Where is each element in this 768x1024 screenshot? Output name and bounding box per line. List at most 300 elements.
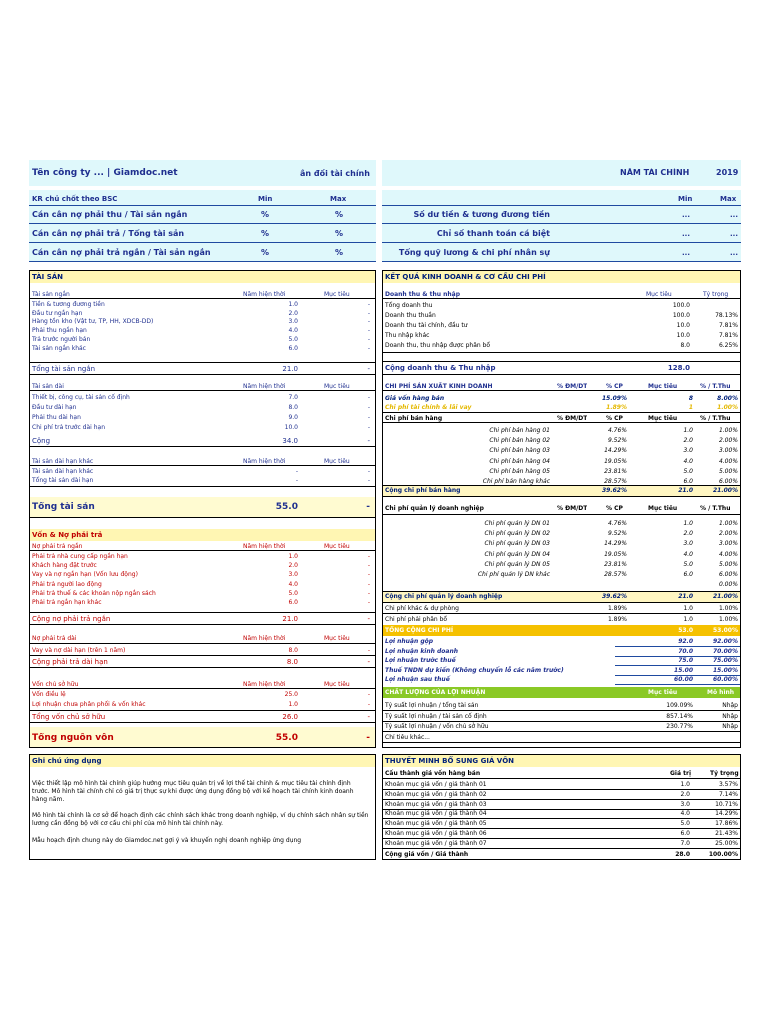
row-value[interactable]: - (295, 468, 298, 475)
asset-row: Tài sản dài hạn khác (32, 468, 94, 475)
admin-total-row: Cộng chi phí quản lý doanh nghiệp (385, 593, 503, 600)
section-header: Chi phí bán hàng (385, 415, 443, 422)
total-assets-value[interactable]: 55.0 (275, 502, 298, 512)
divider (30, 486, 375, 487)
divider (30, 517, 375, 518)
quality-title: CHẤT LƯỢNG CỦA LỢI NHUẬN (385, 689, 486, 696)
row-pct-rev[interactable]: 2.00% (718, 530, 738, 538)
row-pct-rev[interactable]: 1.00% (718, 605, 738, 612)
quality-row: Tỷ suất lợi nhuận / tổng tài sản (385, 702, 479, 709)
row-value[interactable]: 26.0 (282, 713, 298, 721)
asset-row: Hàng tồn kho (Vật tư, TP, HH, XDCB-DD) (32, 318, 154, 326)
row-pct-rev[interactable]: 3.00% (718, 447, 738, 455)
cogs-item-share[interactable]: 7.14% (718, 790, 738, 798)
row-value[interactable]: 25.0 (284, 691, 298, 698)
divider (383, 361, 740, 362)
row-value[interactable]: 5.0 (288, 589, 298, 597)
notes-paragraph-3: Mẫu hoạch định chung này do Giamdoc.net gợi ý và khuyến nghị doanh nghiệp ứng dụng (32, 837, 302, 844)
revenue-value[interactable]: 10.0 (676, 322, 690, 329)
row-target[interactable]: 21.0 (678, 593, 693, 600)
cogs-item-share[interactable]: 3.57% (718, 781, 738, 788)
profit-value[interactable]: 15.00 (674, 666, 693, 674)
asset-row: Tiền & tương đương tiền (32, 301, 105, 308)
col-header-current: Năm hiện thời (243, 543, 286, 550)
kpi-right-max[interactable]: ... (730, 249, 738, 257)
revenue-value[interactable]: 10.0 (676, 332, 690, 339)
row-target[interactable]: - (367, 437, 370, 445)
kpi-right-min[interactable]: ... (682, 211, 690, 219)
row-pct-rev[interactable]: 5.00% (718, 560, 738, 568)
equity-total: Tổng vốn chủ sở hữu (32, 713, 106, 721)
cogs-item: Khoản mục giá vốn / giá thành 04 (385, 810, 487, 818)
quality-model[interactable]: Nhập (722, 723, 738, 730)
row-target[interactable]: 2.0 (683, 530, 693, 538)
liab-title: Vốn & Nợ phải trả (32, 531, 103, 539)
row-value[interactable]: 7.0 (288, 394, 298, 401)
cogs-item-value[interactable]: 4.0 (680, 810, 690, 818)
col-header: Mục tiêu (648, 505, 678, 512)
admin-cost-row: Chi phí quản lý DN khác (477, 571, 550, 578)
section-header: Tài sản ngắn (32, 291, 70, 298)
cogs-item-value[interactable]: 6.0 (680, 830, 690, 837)
cogs-item-share[interactable]: 21.43% (715, 830, 738, 837)
quality-value[interactable]: 109.09% (666, 702, 693, 709)
row-pct[interactable]: 19.05% (604, 457, 627, 465)
divider (30, 362, 375, 363)
row-target[interactable]: - (367, 658, 370, 666)
section-header: Tài sản dài hạn khác (32, 458, 94, 465)
asset-row: Phải thu ngắn hạn (32, 327, 87, 335)
row-target[interactable]: - (367, 301, 370, 308)
quality-row: Tỷ suất lợi nhuận / tài sản cố định (385, 712, 487, 720)
divider (382, 261, 741, 262)
row-pct-rev[interactable]: 4.00% (718, 550, 738, 558)
row-value[interactable]: 10.0 (284, 424, 298, 431)
row-target[interactable]: - (367, 580, 370, 588)
notes-paragraph-2: Mô hình tài chính là cơ sở để hoạch định các chính sách khác trong doanh nghiệp, ví dụ chính sách nhân sự tiền lương cần đồng bộ với cơ cấu chi phí của mô hình tài chính này. (32, 812, 369, 827)
kpi-left-min[interactable]: % (261, 248, 270, 257)
col-header: % ĐM/DT (557, 505, 588, 512)
admin-cost-row: Chi phí quản lý DN 02 (484, 530, 550, 538)
cogs-item-value[interactable]: 3.0 (680, 800, 690, 808)
row-target[interactable]: 1.0 (683, 427, 693, 434)
row-pct[interactable]: 28.57% (604, 478, 627, 485)
revenue-share[interactable]: 78.13% (715, 312, 738, 319)
cogs-item-value[interactable]: 2.0 (680, 790, 690, 798)
row-pct[interactable]: 4.76% (607, 427, 627, 434)
divider (30, 298, 375, 299)
divider (382, 242, 741, 243)
row-value[interactable]: 34.0 (282, 437, 298, 445)
row-value[interactable]: 1.0 (288, 701, 298, 708)
total-cost-value[interactable]: 53.0 (678, 627, 693, 634)
col-header: Mục tiêu (648, 689, 678, 696)
row-target[interactable]: - (367, 394, 370, 401)
quality-value[interactable]: 857.14% (666, 712, 693, 720)
profit-row: Lợi nhuận sau thuế (385, 676, 450, 684)
profit-pct[interactable]: 92.00% (713, 638, 738, 645)
profit-value[interactable]: 75.0 (678, 657, 693, 665)
fiscal-year-label: NĂM TÀI CHÍNH (620, 168, 690, 177)
divider (29, 223, 376, 224)
section-header: Nợ phải trả ngắn (32, 543, 83, 550)
divider (383, 422, 740, 423)
kpi-right-max[interactable]: ... (730, 230, 738, 238)
kpi-right-label: Số dư tiền & tương đương tiền (413, 210, 550, 219)
revenue-value[interactable]: 100.0 (672, 312, 690, 319)
quality-model[interactable]: Nhập (722, 712, 738, 720)
col-header-current: Năm hiện thời (243, 458, 286, 465)
row-target[interactable]: - (367, 414, 370, 421)
row-pct-rev[interactable]: 1.00% (718, 427, 738, 434)
divider (30, 446, 375, 447)
profit-pct[interactable]: 15.00% (713, 666, 738, 674)
cogs-item: Khoản mục giá vốn / giá thành 02 (385, 790, 487, 798)
kpi-left-min[interactable]: % (261, 210, 270, 219)
profit-row: Thuế TNDN dự kiến (Không chuyển lỗ các năm trước) (385, 666, 564, 674)
divider (29, 261, 376, 262)
row-target[interactable]: 3.0 (683, 447, 693, 455)
row-pct-rev[interactable]: 6.00% (718, 571, 738, 578)
total-assets-label: Tổng tài sản (32, 502, 95, 512)
kpi-right-max[interactable]: ... (730, 211, 738, 219)
divider (383, 374, 740, 375)
quality-model[interactable]: Nhập (722, 702, 738, 709)
row-target[interactable]: 1.0 (683, 616, 693, 623)
col-header-target: Mục tiêu (324, 681, 350, 688)
row-target[interactable]: - (367, 599, 370, 606)
row-value[interactable]: 8.0 (286, 658, 298, 666)
liab-row: Khách hàng đặt trước (32, 562, 97, 570)
row-pct[interactable]: 1.89% (607, 605, 627, 612)
profit-row: Lợi nhuận gộp (385, 638, 434, 645)
admin-cost-row: Chi phí quản lý DN 01 (484, 520, 550, 527)
asset-row: Phải thu dài hạn (32, 414, 81, 421)
kpi-left-max[interactable]: % (335, 210, 344, 219)
row-target[interactable]: - (367, 691, 370, 698)
col-header-target: Mục tiêu (324, 635, 350, 642)
asset-short-total: Tổng tài sản ngắn (32, 365, 96, 373)
row-pct[interactable]: 14.29% (604, 447, 627, 455)
revenue-value[interactable]: 8.0 (680, 342, 690, 349)
row-value[interactable]: 2.0 (288, 309, 298, 317)
col-header: % ĐM/DT (557, 383, 588, 390)
kpi-left-max[interactable]: % (335, 248, 344, 257)
section-header: Chi phí quản lý doanh nghiệp (385, 505, 484, 512)
row-target[interactable]: 8 (688, 395, 693, 402)
admin-cost-row: Chi phí quản lý DN 05 (484, 560, 550, 568)
finance-cost-row: Chi phí tài chính & lãi vay (385, 404, 472, 411)
row-target[interactable]: 6.0 (683, 478, 693, 485)
cogs-item: Khoản mục giá vốn / giá thành 06 (385, 830, 487, 837)
divider (383, 848, 740, 849)
profit-value[interactable]: 60.00 (674, 676, 693, 684)
divider (30, 710, 375, 711)
row-target[interactable]: 3.0 (683, 540, 693, 548)
row-target[interactable]: 1.0 (683, 520, 693, 527)
total-sources-target[interactable]: - (366, 733, 370, 743)
row-pct-rev[interactable]: 4.00% (718, 457, 738, 465)
row-target[interactable]: - (367, 335, 370, 343)
row-value[interactable]: 1.0 (288, 553, 298, 560)
total-assets-target[interactable]: - (366, 502, 370, 512)
section-header: CHI PHÍ SẢN XUẤT KINH DOANH (385, 383, 493, 390)
selling-cost-row: Chi phí bán hàng 03 (489, 447, 550, 455)
revenue-share[interactable]: 6.25% (718, 342, 738, 349)
cogs-item-value[interactable]: 5.0 (680, 820, 690, 828)
row-pct[interactable]: 39.62% (602, 487, 627, 494)
cogs-item: Khoản mục giá vốn / giá thành 05 (385, 820, 487, 828)
cogs-item-share[interactable]: 17.86% (715, 820, 738, 828)
row-target[interactable]: 1 (688, 404, 693, 411)
liab-row: Phải trả thuế & các khoản nộp ngắn sách (32, 589, 156, 597)
divider (30, 550, 375, 551)
row-target[interactable]: 6.0 (683, 571, 693, 578)
row-pct[interactable]: 14.29% (604, 540, 627, 548)
row-value[interactable]: 8.0 (288, 404, 298, 411)
divider (30, 655, 375, 656)
row-pct[interactable]: 1.89% (607, 616, 627, 623)
profit-pct[interactable]: 75.00% (713, 657, 738, 665)
divider (30, 612, 375, 613)
divider (383, 742, 740, 743)
row-target[interactable]: 21.0 (678, 487, 693, 494)
cogs-item-share[interactable]: 25.00% (715, 839, 738, 847)
col-header: Tỷ trọng (703, 291, 729, 298)
col-header-current: Năm hiện thời (243, 635, 286, 642)
total-sources-label: Tổng nguồn vốn (32, 733, 114, 743)
row-target[interactable]: 2.0 (683, 437, 693, 445)
profit-pct[interactable]: 60.00% (713, 676, 738, 684)
row-target[interactable]: - (367, 327, 370, 335)
notes-title: Ghi chú ứng dụng (32, 757, 102, 765)
divider (383, 613, 740, 614)
company-name: Tên công ty ... | Giamdoc.net (32, 168, 178, 178)
selling-cost-row: Chi phí bán hàng 01 (489, 427, 550, 434)
total-cost-pct[interactable]: 53.00% (713, 627, 738, 634)
kpi-min-header-right: Min (678, 195, 693, 203)
quality-row: Chỉ tiêu khác... (385, 733, 430, 741)
row-value[interactable]: 3.0 (288, 571, 298, 579)
row-target[interactable]: - (367, 404, 370, 411)
quality-value[interactable]: 230.77% (666, 723, 693, 730)
row-target[interactable]: - (367, 365, 370, 373)
row-target[interactable]: 4.0 (683, 550, 693, 558)
row-pct[interactable]: 23.81% (604, 560, 627, 568)
kpi-left-label: Cán cân nợ phải trả ngắn / Tài sản ngắn (32, 248, 211, 257)
cogs-item-value[interactable]: 7.0 (680, 839, 690, 847)
row-value[interactable]: 21.0 (282, 365, 298, 373)
cogs-item-value[interactable]: 1.0 (680, 781, 690, 788)
row-value[interactable]: 2.0 (288, 562, 298, 570)
row-target[interactable]: - (367, 424, 370, 431)
row-pct[interactable]: 9.52% (607, 530, 627, 538)
col-header: % / T.Thu (700, 415, 731, 422)
row-target[interactable]: - (367, 344, 370, 352)
cogs-item-share[interactable]: 14.29% (715, 810, 738, 818)
section-header: Doanh thu & thu nhập (385, 291, 460, 298)
liab-long-total: Cộng phải trả dài hạn (32, 658, 108, 666)
row-pct-rev[interactable]: 6.00% (718, 478, 738, 485)
col-header-target: Mục tiêu (324, 291, 350, 298)
row-pct-rev[interactable]: 0.00% (718, 581, 738, 589)
misc-cost-row: Chi phí phải phân bổ (385, 616, 448, 623)
selling-cost-row: Chi phí bán hàng khác (482, 478, 550, 485)
divider (30, 688, 375, 689)
row-pct-rev[interactable]: 2.00% (718, 437, 738, 445)
row-target[interactable]: - (367, 309, 370, 317)
revenue-total-value[interactable]: 128.0 (667, 364, 690, 372)
divider (383, 602, 740, 603)
revenue-row: Doanh thu, thu nhập được phân bổ (385, 342, 491, 349)
divider (29, 242, 376, 243)
row-pct-rev[interactable]: 5.00% (718, 467, 738, 475)
profit-value[interactable]: 70.0 (678, 647, 693, 655)
kpi-max-header: Max (330, 195, 347, 203)
revenue-value[interactable]: 100.0 (672, 302, 690, 309)
col-header: % CP (606, 383, 623, 390)
divider (30, 667, 375, 668)
notes-paragraph-1: Việc thiết lập mô hình tài chính giúp hướng mục tiêu quản trị về lợi thế tài chính & mục tiêu tài chính định trước. Mô hình tài chính chỉ có giá trị thực sự khi được ứng dụng đồng bộ với kế hoạch tài chính kinh doanh hàng năm. (32, 780, 354, 803)
row-value[interactable]: 21.0 (282, 615, 298, 623)
asset-row: Đầu tư dài hạn (32, 404, 77, 411)
row-target[interactable]: - (367, 553, 370, 560)
row-target[interactable]: - (367, 477, 370, 484)
cogs-item: Khoản mục giá vốn / giá thành 01 (385, 781, 487, 788)
cogs-item: Khoản mục giá vốn / giá thành 03 (385, 800, 487, 808)
divider (30, 643, 375, 644)
asset-row: Thiết bị, công cụ, tài sản cố định (32, 394, 130, 401)
divider (383, 496, 740, 497)
row-pct[interactable]: 15.09% (602, 395, 627, 402)
row-pct-rev[interactable]: 3.00% (718, 540, 738, 548)
row-pct-rev[interactable]: 1.00% (718, 616, 738, 623)
row-value[interactable]: 4.0 (288, 327, 298, 335)
row-pct-rev[interactable]: 1.00% (718, 520, 738, 527)
row-target[interactable]: - (367, 571, 370, 579)
section-header: Nợ phải trả dài (32, 635, 77, 642)
selling-total-row: Cộng chi phí bán hàng (385, 487, 461, 494)
row-target[interactable]: - (367, 589, 370, 597)
asset-row: Đầu tư ngắn hạn (32, 309, 83, 317)
divider (383, 390, 740, 391)
row-value[interactable]: 3.0 (288, 318, 298, 326)
profit-pct[interactable]: 70.00% (713, 647, 738, 655)
row-target[interactable]: 4.0 (683, 457, 693, 465)
profit-row: Lợi nhuận kinh doanh (385, 647, 459, 655)
liab-row: Phải trả ngắn hạn khác (32, 599, 102, 606)
divider (382, 223, 741, 224)
page-title: ân đối tài chính (300, 169, 370, 178)
row-pct[interactable]: 23.81% (604, 467, 627, 475)
col-header: Mục tiêu (646, 291, 672, 298)
col-header-target: Mục tiêu (324, 383, 350, 390)
kpi-right-min[interactable]: ... (682, 249, 690, 257)
revenue-share[interactable]: 7.81% (718, 332, 738, 339)
kpi-left-max[interactable]: % (335, 229, 344, 238)
col-header: % CP (606, 505, 623, 512)
row-target[interactable]: - (367, 318, 370, 326)
admin-cost-row: Chi phí quản lý DN 04 (484, 550, 550, 558)
row-pct[interactable]: 1.89% (606, 404, 627, 411)
row-pct-rev[interactable]: 21.00% (713, 593, 738, 600)
kpi-left-min[interactable]: % (261, 229, 270, 238)
row-target[interactable]: - (367, 562, 370, 570)
fiscal-year-value[interactable]: 2019 (716, 168, 739, 177)
row-value[interactable]: 4.0 (288, 580, 298, 588)
row-target[interactable]: - (367, 647, 370, 654)
profit-value[interactable]: 92.0 (678, 638, 693, 645)
cogs-total-label: Cộng giá vốn / Giá thành (385, 851, 469, 858)
divider (383, 352, 740, 353)
cogs-total-value[interactable]: 28.0 (675, 851, 690, 858)
row-value[interactable]: 9.0 (288, 414, 298, 421)
divider (30, 624, 375, 625)
kpi-right-label: Chỉ số thanh toán cá biệt (436, 229, 550, 238)
row-target[interactable]: 5.0 (683, 560, 693, 568)
kpi-left-label: Cán cân nợ phải trả / Tổng tài sản (32, 229, 185, 238)
cogs-total-share[interactable]: 100.00% (708, 851, 738, 858)
row-target[interactable]: - (367, 468, 370, 475)
kpi-left-label: Cán cân nợ phải thu / Tài sản ngắn (32, 210, 188, 219)
liab-row: Phải trả nhà cung cấp ngắn hạn (32, 553, 128, 560)
row-value[interactable]: 6.0 (288, 344, 298, 352)
row-pct-rev[interactable]: 8.00% (717, 395, 738, 402)
total-sources-value[interactable]: 55.0 (275, 733, 298, 743)
row-target[interactable]: - (367, 615, 370, 623)
kpi-right-min[interactable]: ... (682, 230, 690, 238)
row-pct[interactable]: 9.52% (607, 437, 627, 445)
profit-row: Lợi nhuận trước thuế (385, 657, 456, 665)
cogs-item-share[interactable]: 10.71% (715, 800, 738, 808)
selling-cost-row: Chi phí bán hàng 02 (489, 437, 550, 445)
divider (383, 298, 740, 299)
liab-row: Vay và nợ dài hạn (trên 1 năm) (32, 647, 126, 654)
row-value[interactable]: 5.0 (288, 335, 298, 343)
row-target[interactable]: 1.0 (683, 605, 693, 612)
pl-title: KẾT QUẢ KINH DOANH & CƠ CẤU CHI PHÍ (385, 273, 546, 281)
row-value[interactable]: 6.0 (288, 599, 298, 606)
col-header: % / T.Thu (700, 383, 731, 390)
quality-row: Tỷ suất lợi nhuận / vốn chủ sở hữu (385, 723, 489, 730)
revenue-share[interactable]: 7.81% (718, 322, 738, 329)
kpi-title: KR chủ chốt theo BSC (32, 195, 118, 203)
row-pct[interactable]: 19.05% (604, 550, 627, 558)
revenue-total-label: Cộng doanh thu & Thu nhập (385, 364, 496, 372)
row-pct[interactable]: 4.76% (607, 520, 627, 527)
row-value[interactable]: - (295, 477, 298, 484)
row-value[interactable]: 1.0 (288, 301, 298, 308)
cogs-header: Cấu thành giá vốn hàng bán (385, 770, 481, 777)
col-header: Tỷ trọng (710, 770, 739, 777)
assets-title: TÀI SẢN (32, 273, 64, 281)
row-target[interactable]: 5.0 (683, 467, 693, 475)
cogs-row: Giá vốn hàng bán (385, 395, 445, 402)
col-header: % / T.Thu (700, 505, 731, 512)
row-pct[interactable]: 39.62% (602, 593, 627, 600)
row-pct-rev[interactable]: 1.00% (717, 404, 738, 411)
row-target[interactable]: - (367, 701, 370, 708)
col-header-current: Năm hiện thời (243, 681, 286, 688)
asset-row: Tổng tài sản dài hạn (32, 477, 94, 484)
kpi-min-header: Min (258, 195, 273, 203)
selling-cost-row: Chi phí bán hàng 04 (489, 457, 550, 465)
row-pct-rev[interactable]: 21.00% (713, 487, 738, 494)
row-target[interactable]: - (367, 713, 370, 721)
row-pct[interactable]: 28.57% (604, 571, 627, 578)
row-value[interactable]: 8.0 (288, 647, 298, 654)
liab-row: Phải trả người lao động (32, 580, 102, 588)
